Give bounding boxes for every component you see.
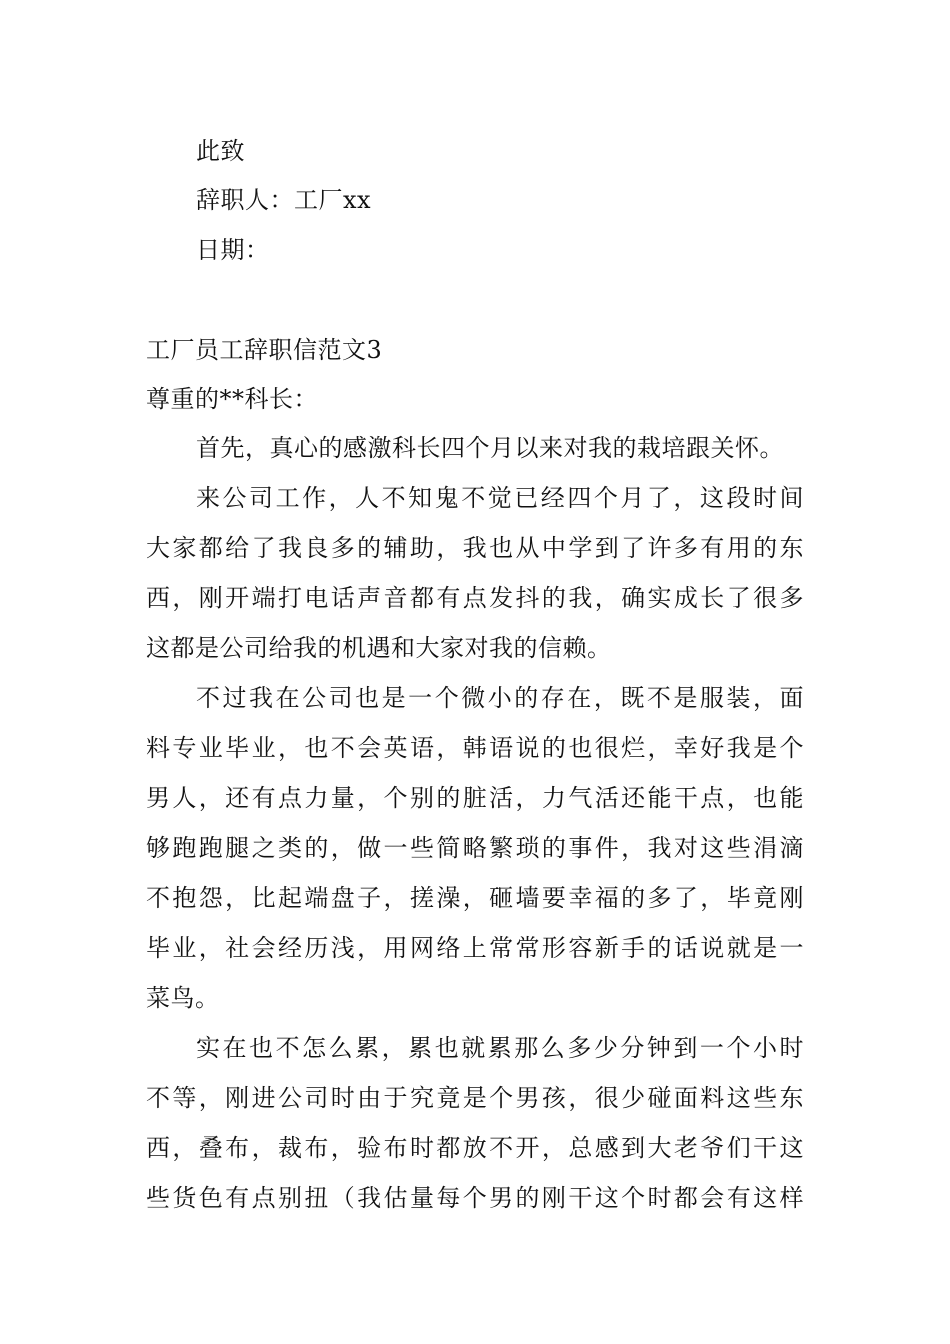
body-line: 大家都给了我良多的辅助，我也从中学到了许多有用的东 bbox=[146, 534, 804, 562]
body-line: 毕业，社会经历浅，用网络上常常形容新手的话说就是一 bbox=[146, 934, 804, 962]
body-line: 不抱怨，比起端盘子，搓澡，砸墙要幸福的多了，毕竟刚 bbox=[146, 884, 804, 912]
body-line: 这都是公司给我的机遇和大家对我的信赖。 bbox=[146, 634, 612, 662]
body-line: 不过我在公司也是一个微小的存在，既不是服装，面 bbox=[196, 684, 804, 712]
closing-salutation: 此致 bbox=[196, 137, 245, 165]
body-line: 男人，还有点力量，个别的脏活，力气活还能干点，也能 bbox=[146, 784, 804, 812]
body-line: 些货色有点别扭（我估量每个男的刚干这个时都会有这样 bbox=[146, 1184, 804, 1212]
body-line: 实在也不怎么累，累也就累那么多少分钟到一个小时 bbox=[196, 1034, 804, 1062]
body-line: 西，叠布，裁布，验布时都放不开，总感到大老爷们干这 bbox=[146, 1134, 804, 1162]
section-title: 工厂员工辞职信范文3 bbox=[146, 336, 383, 364]
body-line: 菜鸟。 bbox=[146, 984, 220, 1012]
signer-line: 辞职人：工厂xx bbox=[196, 186, 372, 214]
body-line: 够跑跑腿之类的，做一些简略繁琐的事件，我对这些涓滴 bbox=[146, 834, 804, 862]
body-line: 料专业毕业，也不会英语，韩语说的也很烂，幸好我是个 bbox=[146, 734, 804, 762]
greeting-line: 尊重的**科长： bbox=[146, 385, 318, 413]
body-line: 来公司工作，人不知鬼不觉已经四个月了，这段时间 bbox=[196, 484, 804, 512]
body-line: 不等，刚进公司时由于究竟是个男孩，很少碰面料这些东 bbox=[146, 1084, 804, 1112]
date-line: 日期： bbox=[196, 236, 270, 264]
body-line: 西，刚开端打电话声音都有点发抖的我，确实成长了很多 bbox=[146, 584, 804, 612]
body-line: 首先，真心的感激科长四个月以来对我的栽培跟关怀。 bbox=[196, 434, 784, 462]
